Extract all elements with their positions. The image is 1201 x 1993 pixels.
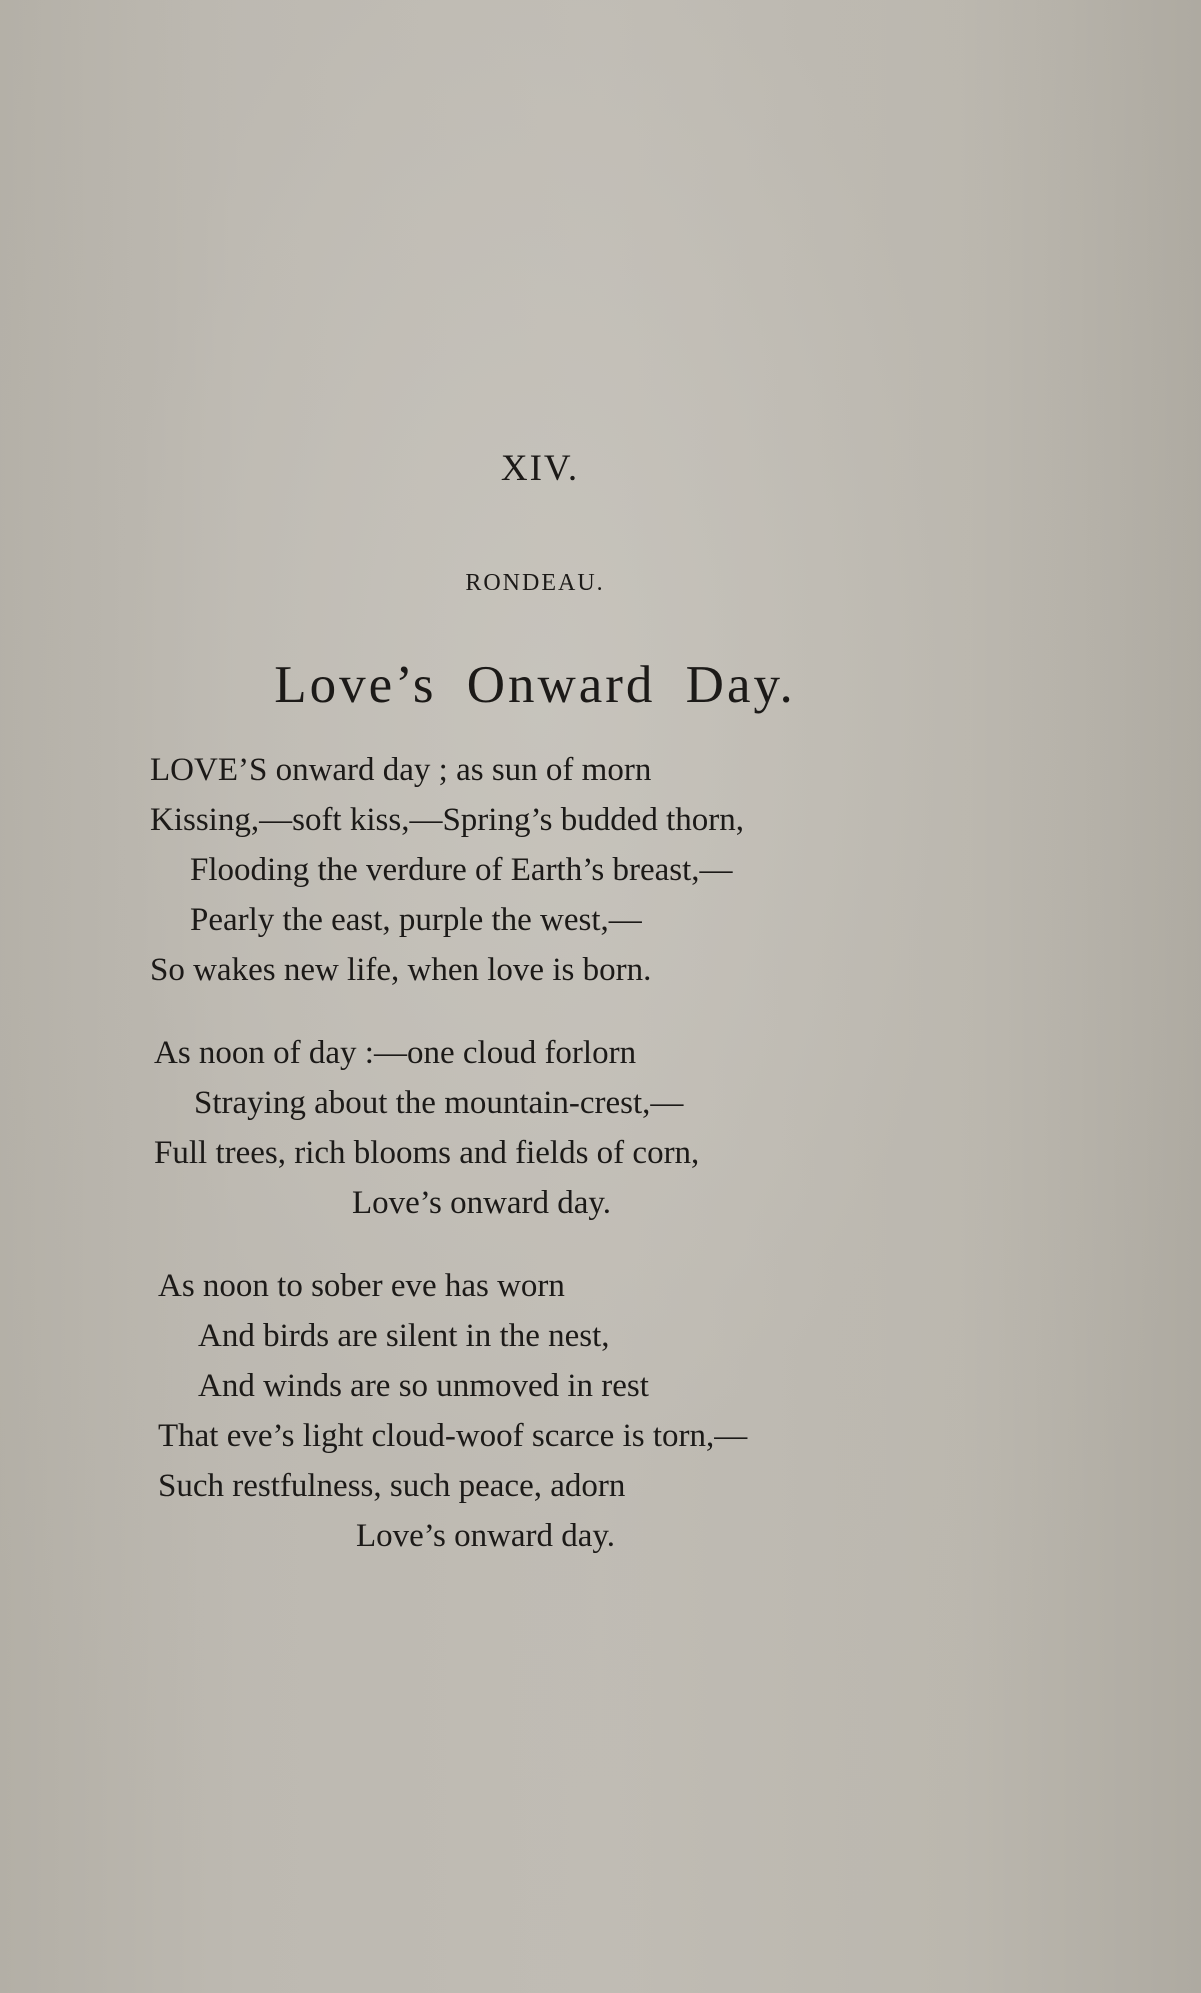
- poem-line: That eve’s light cloud-woof scarce is torn,—: [158, 1418, 748, 1454]
- poem-number: XIV.: [500, 448, 580, 489]
- poem-line: Flooding the verdure of Earth’s breast,—: [190, 852, 733, 888]
- poem-line: So wakes new life, when love is born.: [150, 952, 652, 988]
- poem-form: RONDEAU.: [465, 570, 605, 596]
- poem-line: Pearly the east, purple the west,—: [190, 902, 642, 938]
- stanza-1: [150, 745, 910, 995]
- poem-line: And winds are so unmoved in rest: [198, 1368, 649, 1404]
- stanza-2: [150, 1028, 910, 1228]
- poem-title: Love’s Onward Day.: [274, 656, 796, 714]
- refrain-line: Love’s onward day.: [356, 1518, 616, 1554]
- poem-line: As noon to sober eve has worn: [158, 1268, 565, 1304]
- refrain-line: Love’s onward day.: [352, 1185, 612, 1221]
- poem-body: [150, 745, 910, 1594]
- poem-line: Straying about the mountain-crest,—: [194, 1085, 684, 1121]
- poem-line: Kissing,—soft kiss,—Spring’s budded thorn,: [150, 802, 745, 838]
- stanza-3: [150, 1261, 910, 1561]
- poem-line: Full trees, rich blooms and fields of corn,: [154, 1135, 700, 1171]
- poem-line: And birds are silent in the nest,: [198, 1318, 610, 1354]
- poem-line: As noon of day :—one cloud forlorn: [154, 1035, 637, 1071]
- poem-line: LOVE’S onward day ; as sun of morn: [150, 752, 652, 788]
- poem-line: Such restfulness, such peace, adorn: [158, 1468, 626, 1504]
